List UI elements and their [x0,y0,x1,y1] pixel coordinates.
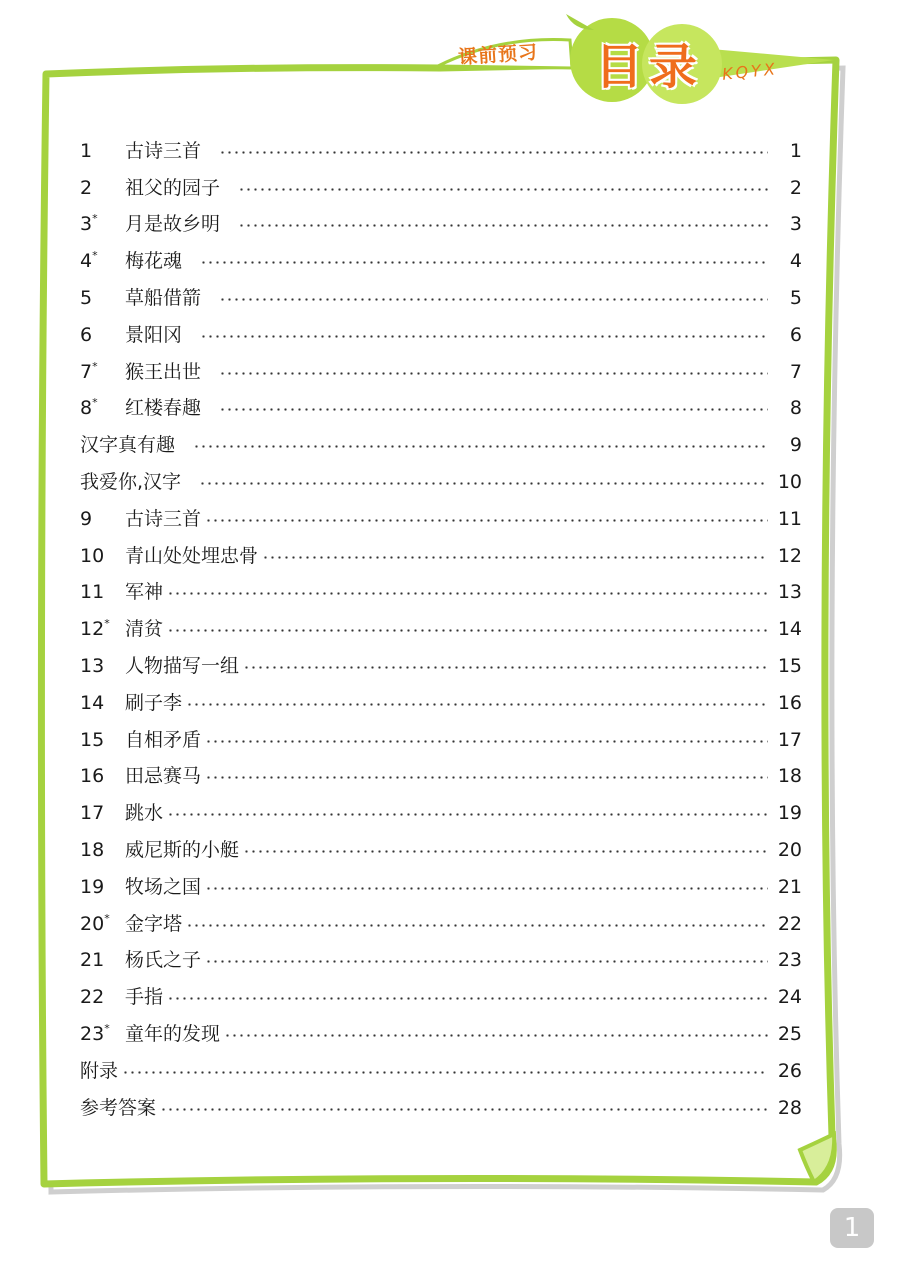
toc-entry-title: 参考答案 [80,1096,157,1119]
dot-leader [160,1108,768,1111]
toc-number-text: 10 [80,544,105,567]
toc-entry-title: 金字塔 [125,912,183,935]
dot-leader [199,482,768,485]
toc-entry-title: 刷子李 [125,691,183,714]
toc-number-text: 20 [80,912,105,935]
toc-entry[interactable] [80,575,802,612]
toc-number-text: 7 [80,360,93,383]
toc-entry[interactable] [80,1016,802,1053]
toc-entry-title: 田忌赛马 [125,765,202,788]
dot-leader [186,924,768,927]
toc-entry-page: 20 [777,839,802,862]
toc-entry-title: 猴王出世 [125,360,202,383]
toc-entry[interactable] [80,280,802,317]
toc-entry-page: 1 [789,139,802,162]
toc-entry-title: 附录 [80,1059,119,1082]
toc-entry-title: 清贫 [125,618,164,641]
dot-leader [200,335,768,338]
toc-elective-mark: * [92,249,98,263]
toc-entry-title: 青山处处埋忠骨 [125,544,259,567]
toc-entry-title: 红楼春趣 [125,397,202,420]
dot-leader [224,1034,768,1037]
toc-number-text: 16 [80,765,105,788]
toc-entry-page: 17 [777,728,802,751]
header-subtitle: 课前预习 [457,41,539,69]
toc-entry-page: 13 [777,581,802,604]
header-letters: KQYX [721,59,779,84]
toc-entry-title: 威尼斯的小艇 [125,839,240,862]
toc-entry-page: 11 [777,507,802,530]
toc-entry-page: 14 [777,618,802,641]
toc-entry[interactable] [80,795,802,832]
toc-entry[interactable] [80,170,802,207]
toc-entry-number [80,359,125,383]
toc-entry[interactable] [80,832,802,869]
toc-entry-page: 4 [789,250,802,273]
toc-entry-title: 月是故乡明 [125,213,221,236]
toc-number-text: 6 [80,323,93,346]
toc-entry-page: 3 [789,213,802,236]
toc-entry-title: 自相矛盾 [125,728,202,751]
toc-entry-page: 6 [789,323,802,346]
dot-leader [243,850,768,853]
toc-entry-page: 22 [777,912,802,935]
toc-entry-page: 7 [789,360,802,383]
toc-entry-page: 26 [777,1059,802,1082]
toc-elective-mark: * [92,212,98,226]
page-number-badge: 1 [830,1208,874,1248]
toc-elective-mark: * [92,396,98,410]
toc-entry-number [80,804,125,823]
toc-entry-title: 手指 [125,986,164,1009]
toc-entry-number [80,767,125,786]
toc-entry-title: 杨氏之子 [125,949,202,972]
toc-number-text: 12 [80,618,105,641]
toc-entry-page: 21 [777,875,802,898]
toc-entry-title: 人物描写一组 [125,655,240,678]
toc-entry-number [80,1022,125,1046]
dot-leader [205,960,768,963]
toc-elective-mark: * [104,1022,110,1036]
toc-entry-title: 梅花魂 [125,250,183,273]
toc-entry-number [80,507,125,530]
toc-entry-page: 8 [789,397,802,420]
toc-entry-title: 汉字真有趣 [80,434,176,457]
toc-entry-title: 古诗三首 [125,139,202,162]
toc-entry-title: 祖父的园子 [125,176,221,199]
toc-entry[interactable] [80,354,802,391]
toc-entry-page: 2 [789,176,802,199]
toc-elective-mark: * [92,359,98,373]
toc-entry-page: 23 [777,949,802,972]
toc-entry[interactable] [80,501,802,538]
toc-entry[interactable] [80,648,802,685]
toc-entry[interactable] [80,1053,802,1090]
toc-entry-number [80,728,125,751]
toc-entry-number [80,841,125,860]
toc-number-text: 15 [80,728,105,751]
toc-entry-number [80,875,125,898]
dot-leader [167,592,768,595]
toc-number-text: 3 [80,213,93,236]
toc-number-text: 8 [80,397,93,420]
toc-number-text: 23 [80,1023,105,1046]
toc-entry[interactable] [80,538,802,575]
toc-number-text: 11 [80,581,105,604]
toc-entry-number [80,691,125,714]
toc-entry[interactable] [80,906,802,943]
toc-entry[interactable] [80,133,802,170]
toc-entry-number [80,212,125,236]
toc-number-text: 5 [80,287,93,310]
dot-leader [122,1071,768,1074]
toc-entry-title: 军神 [125,581,164,604]
toc-entry-title: 草船借箭 [125,287,202,310]
dot-leader [186,703,768,706]
dot-leader [238,188,768,191]
toc-entry-page: 15 [777,655,802,678]
dot-leader [167,997,768,1000]
toc-number-text: 9 [80,507,93,530]
toc-entry[interactable] [80,427,802,464]
dot-leader [200,261,768,264]
toc-entry[interactable] [80,207,802,244]
toc-elective-mark: * [104,911,110,925]
toc-entry[interactable] [80,943,802,980]
toc-elective-mark: * [104,617,110,631]
toc-entry-number [80,657,125,676]
toc-entry-number [80,951,125,970]
toc-entry-page: 24 [777,986,802,1009]
toc-entry[interactable] [80,391,802,428]
toc-entry[interactable] [80,979,802,1016]
dot-leader [205,519,768,522]
toc-entry-number [80,583,125,602]
toc-entry[interactable] [80,243,802,280]
dot-leader [219,408,768,411]
toc-entry-number [80,617,125,641]
toc-entry-page: 9 [789,434,802,457]
toc-number-text: 21 [80,949,105,972]
toc-entry[interactable] [80,685,802,722]
toc-number-text: 14 [80,691,105,714]
page-title: 目录 [594,38,703,95]
toc-entry[interactable] [80,869,802,906]
toc-entry[interactable] [80,464,802,501]
toc-number-text: 2 [80,176,93,199]
toc-entry-page: 19 [777,802,802,825]
toc-entry-number [80,911,125,935]
toc-entry-number [80,544,125,567]
toc-number-text: 18 [80,839,105,862]
toc-entry-title: 古诗三首 [125,507,202,530]
dot-leader [193,445,768,448]
toc-entry-page: 16 [777,691,802,714]
dot-leader [219,372,768,375]
toc-entry-title: 童年的发现 [125,1023,221,1046]
toc-number-text: 22 [80,986,105,1009]
toc-number-text: 19 [80,875,105,898]
dot-leader [167,629,768,632]
toc-entry[interactable] [80,1090,802,1127]
toc-entry-page: 12 [777,544,802,567]
toc-entry-number [80,396,125,420]
toc-entry-title: 景阳冈 [125,323,183,346]
toc-entry-page: 18 [777,765,802,788]
toc-number-text: 4 [80,250,93,273]
dot-leader [219,151,768,154]
dot-leader [205,887,768,890]
toc-entry-number [80,139,125,162]
toc-entry[interactable] [80,317,802,354]
toc-entry[interactable] [80,722,802,759]
toc-entry-number [80,988,125,1007]
toc-entry-number [80,249,125,273]
toc-entry-number [80,323,125,346]
toc-number-text: 17 [80,802,105,825]
toc-entry-title: 牧场之国 [125,875,202,898]
toc-entry-page: 10 [777,471,802,494]
toc-entry[interactable] [80,611,802,648]
dot-leader [205,740,768,743]
dot-leader [205,776,768,779]
dot-leader [243,666,768,669]
toc-entry-title: 跳水 [125,802,164,825]
toc-number-text: 13 [80,655,105,678]
toc-entry-number [80,176,125,199]
toc-entry-page: 5 [789,287,802,310]
toc-number-text: 1 [80,139,93,162]
toc-entry-page: 25 [777,1023,802,1046]
toc-entry[interactable] [80,759,802,796]
dot-leader [219,298,768,301]
toc-entry-number [80,289,125,308]
dot-leader [262,556,768,559]
toc-entry-title: 我爱你,汉字 [80,471,182,494]
toc-entry-page: 28 [777,1096,802,1119]
table-of-contents [80,133,802,1127]
dot-leader [238,224,768,227]
dot-leader [167,813,768,816]
